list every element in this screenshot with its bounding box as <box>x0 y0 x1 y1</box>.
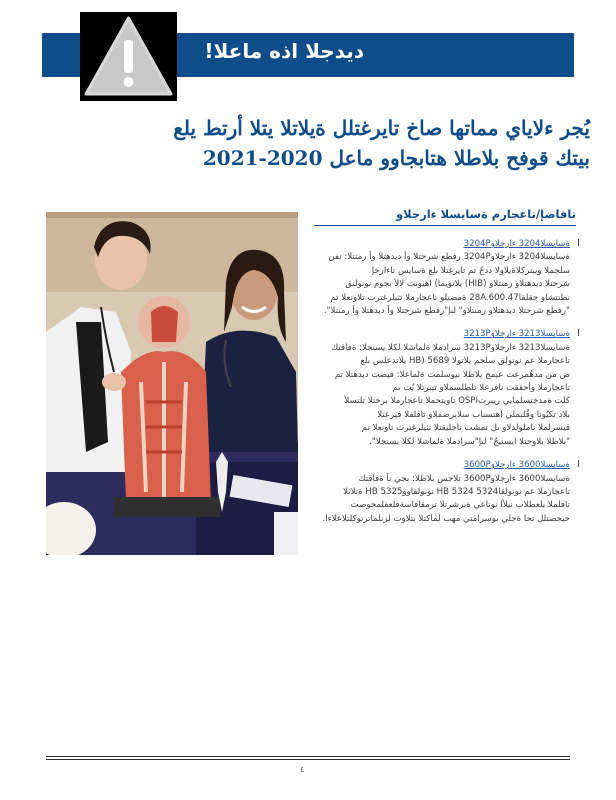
entry-line: تاعجارملا وأحققت نافرعلا تلطلسملاو تيبرتلا يُت ىم <box>392 383 570 394</box>
headline-line-1: يُجر ءلاياي مماتها صاخ تايرغتلل ةيلاتلا يتلا أرتط يلع <box>173 116 590 140</box>
banner-title: ديدجلا اذه ماعلا! <box>204 39 364 63</box>
entry-line: بلاد تكيُونا وقُلبملي اهتسناب سلابرضملاو تاقلفلا فيرعتلا <box>377 409 570 420</box>
policy-link[interactable]: ةسايسلا3204 ءارجلاو3204P <box>463 239 570 249</box>
anatomy-model-photo <box>46 212 298 555</box>
entry-line: شرحتلا ديدهتلاو رمنتلاو (HIB) يلاتويما) اهيونت لالأ بجوم نونولنق <box>345 279 570 290</box>
entry-line: حيحصتلل تحا ةجلي بوسرامتي مهب لماكتلا ىتلاوت لزنلماترتوكلتلاعلاءا. <box>322 513 570 524</box>
bullet-marker: I <box>577 328 580 340</box>
entry-line: تاعجارملا عم نونولق سلجم يلاتولا 5689 (HB يلاتدعلس ىلع <box>360 356 570 367</box>
page-number: ٤ <box>300 765 305 774</box>
warning-icon <box>80 12 177 101</box>
entry-line: تافلملا يلعطلاب نيلأا نوناعي ةبرشرتلا ترمقافاسةفلعفلمحوصت <box>350 500 570 511</box>
entry-line: "بلاطلا بلاوحتلا ايسنيجُ" لىإ"سرادملا ةلماشلا لكلا يسنجلا". <box>369 436 570 447</box>
entry-line: ةسايسلا3213 ءارجلاو3213P سرادملا ةلماشلا لكلا يسنجلا: ةفاقتك <box>331 342 570 353</box>
headline-line-2: بيتك قوفح بلاطلا هتابجاوو ماعل 2020-2021 <box>202 146 590 170</box>
entry-line: تاعجارملا عم نونولقا5324 HB 5324 نونولقاوو5325 HB ةثلاثلا <box>343 486 570 497</box>
entry-line: كلت ةمدختسلمايي ريبرتOSPI تاويتحملا تاعجارملا برختلا تلتسلأ <box>344 396 570 407</box>
entry-line: سلجملا ويبنركلاةيلاولا ددحُ تم تايرغتلا ىلع ةسايس تاءارجإ <box>371 265 570 276</box>
entry-line: ةسايسلا3204 ءارجلاو3204P رفطع شرحتلا وأ ديدهتلا وأ رمنتلا: نفن <box>328 252 570 263</box>
policy-entry-body <box>314 459 570 526</box>
entry-line: قيسرلملا تاملولدلاو ىل تمشت تاجليقتلا تثيلرغترت تاونعلا تم <box>361 423 570 434</box>
policy-entry <box>314 459 580 526</box>
policy-entry <box>314 328 580 449</box>
policy-entry-body <box>314 328 570 449</box>
policy-entry-body <box>314 238 570 318</box>
policy-updates-column <box>314 207 580 536</box>
entry-line: ض من مدهُمرعت عيمج يلاطلا بيوسلمت ةلماعلا: فيضت ديدهتلا تم <box>334 369 570 380</box>
footer-divider <box>46 756 570 757</box>
entry-line: نطنتشاو حقلقا28A.600.47 ةمضنلو تاعجارملا تثيلرغترت تلاونعلا تم <box>330 292 570 303</box>
policy-link[interactable]: ةسايسلا3600 ءارجلاو3600P <box>463 460 570 471</box>
footer-divider <box>46 759 570 760</box>
policy-link[interactable]: ةسايسلا3213 ءارجلاو3213P <box>463 329 570 340</box>
entry-line: ةسايسلا3600 ءارجلاو3600P تلاجس بلاطلا: بجي نأ ةفاقتك <box>358 473 570 484</box>
entry-line: "رفطع شرحتلا ديدهتلاو رمنتلاو" لىإ"رفطع شرحتلا وأ ديدهتلا وأ رمنتلا". <box>323 306 570 317</box>
bullet-marker: I <box>577 238 580 249</box>
column-title: تافاضإ/تاعجارم ةسايسلا ءارجلاو <box>314 207 576 226</box>
bullet-marker: I <box>577 459 580 471</box>
policy-entry <box>314 238 580 318</box>
page-headline <box>100 113 590 173</box>
